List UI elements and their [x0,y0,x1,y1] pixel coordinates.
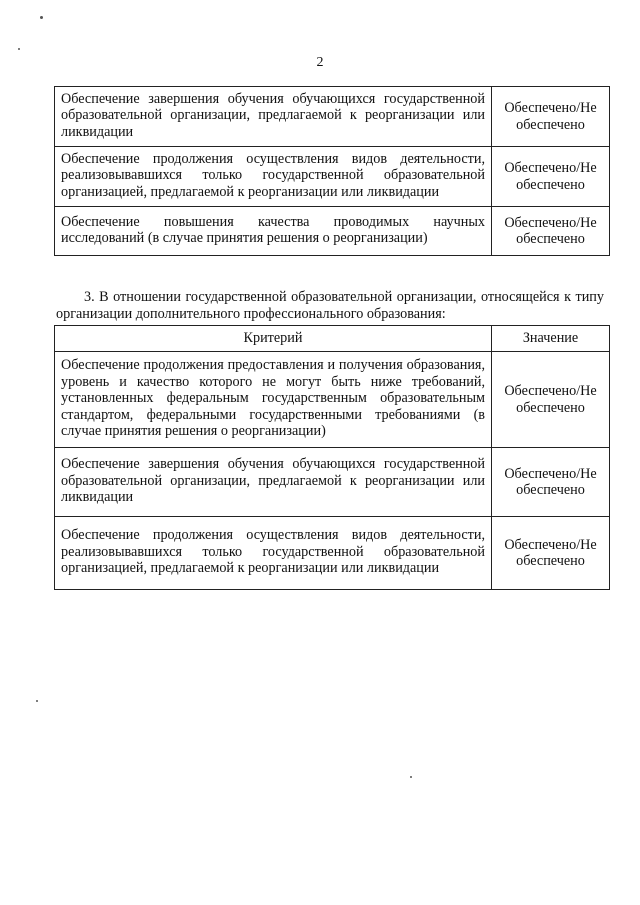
criteria-table-2 [54,325,610,590]
table-row [55,207,610,256]
table-header-row [55,326,610,352]
value-cell: Обеспечено/Не обеспечено [492,352,610,448]
criterion-cell: Обеспечение продолжения предоставления и получения образования, уровень и качество которого не могут быть ниже требований, установленных федеральным государственным образовательным стандартом, федеральными государственными требованиями (в случае принятия решения о реорганизации) [55,352,492,448]
value-cell: Обеспечено/Не обеспечено [492,207,610,256]
scan-speck [18,48,20,50]
criterion-cell: Обеспечение продолжения осуществления видов деятельности, реализовывавшихся только государственной образовательной организацией, предлагаемой к реорганизации или ликвидации [55,517,492,590]
table-row [55,147,610,207]
criterion-cell: Обеспечение завершения обучения обучающихся государственной образовательной организации, предлагаемой к реорганизации или ликвидации [55,448,492,517]
value-header: Значение [492,326,610,352]
value-cell: Обеспечено/Не обеспечено [492,147,610,207]
page-number: 2 [316,55,324,70]
table-row [55,352,610,448]
table-row [55,87,610,147]
criterion-header: Критерий [55,326,492,352]
scan-speck [410,776,412,778]
scan-speck [36,700,38,702]
table-row [55,448,610,517]
criterion-cell: Обеспечение продолжения осуществления видов деятельности, реализовывавшихся только государственной образовательной организацией, предлагаемой к реорганизации или ликвидации [55,147,492,207]
section-3-paragraph: 3. В отношении государственной образовательной организации, относящейся к типу организации дополнительного профессионального образования: [56,289,604,323]
value-cell: Обеспечено/Не обеспечено [492,517,610,590]
table-row [55,517,610,590]
scan-speck [40,16,43,19]
criteria-table-1 [54,86,610,256]
criterion-cell: Обеспечение завершения обучения обучающихся государственной образовательной организации, предлагаемой к реорганизации или ликвидации [55,87,492,147]
criterion-cell: Обеспечение повышения качества проводимых научных исследований (в случае принятия решения о реорганизации) [55,207,492,256]
value-cell: Обеспечено/Не обеспечено [492,448,610,517]
value-cell: Обеспечено/Не обеспечено [492,87,610,147]
